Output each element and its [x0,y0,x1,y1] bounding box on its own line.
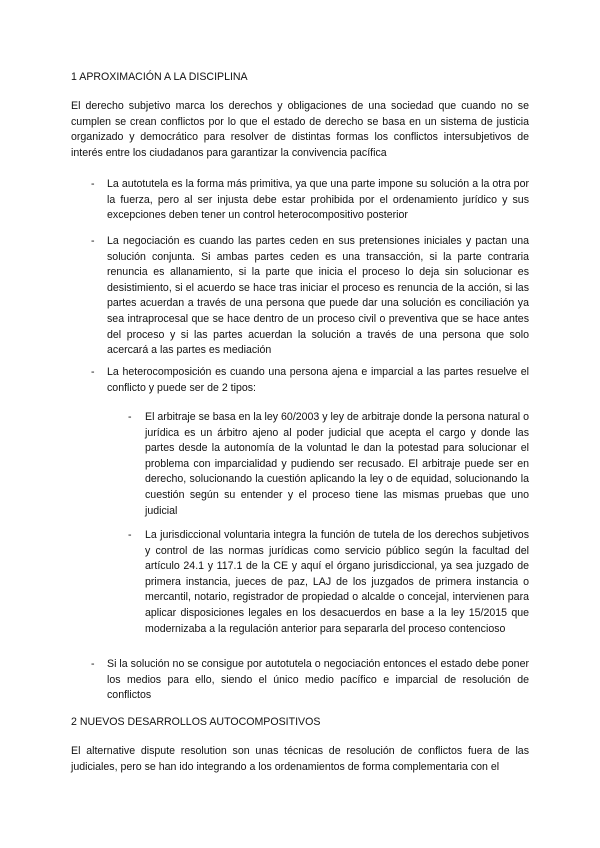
intro-paragraph: El derecho subjetivo marca los derechos y obligaciones de una sociedad que cuando no se cumplen se crean conflictos por lo que el estado de derecho se basa en un sistema de justicia organizado y democrático para resolver de distintas formas los conflictos intersubjetivos de interés entre los ciudadanos para garantizar la convivencia pacífica [71,100,529,159]
section-heading-1: 1 APROXIMACIÓN A LA DISCIPLINA [71,71,248,83]
bullet-heterocomposicion: La heterocomposición es cuando una persona ajena e imparcial a las partes resuelve el conflicto y puede ser de 2 tipos: [107,366,529,394]
bullet-estado: Si la solución no se consigue por autotutela o negociación entonces el estado debe poner los medios para ello, siendo el único medio pacífico e imparcial de resolución de conflictos [107,658,529,702]
subbullet-jurisdiccional: La jurisdiccional voluntaria integra la función de tutela de los derechos subjetivos y control de las normas jurídicas como servicio público según la facultad del artículo 24.1 y 117.1 de la CE y aquí el órgano jurisdiccional, ya sea juzgado de primera instancia, jueces de paz, LAJ de los juzgados de primera instancia o mercantil, notario, registrador de propiedad o alcalde o concejal, intervienen para aplicar disposiciones legales en los desacuerdos en base a la ley 15/2015 que modernizaba a la regulación anterior para separarla del proceso contencioso [145,529,529,635]
bullet-marker: - [91,178,95,190]
bullet-marker: - [91,366,95,378]
final-paragraph: El alternative dispute resolution son unas técnicas de resolución de conflictos fuera de las judiciales, pero se han ido integrando a los ordenamientos de forma complementaria con el [71,745,529,773]
bullet-negociacion: La negociación es cuando las partes ceden en sus pretensiones iniciales y pactan una solución conjunta. Si ambas partes ceden es una transacción, si la parte contraria renuncia es allanamiento, si la parte que inicia el proceso lo deja sin solucionar es desistimiento, si el acuerdo se hace tras iniciar el proceso es renuncia de la acción, si las partes acuerdan a través de una persona que puede dar una solución es conciliación ya sea intraprocesal que se hace dentro de un proceso civil o preventiva que se hace antes del proceso y si las partes acuerdan la solución a través de una persona que solo acercará a las partes es mediación [107,235,529,357]
bullet-marker: - [91,235,95,247]
subbullet-arbitraje: El arbitraje se basa en la ley 60/2003 y ley de arbitraje donde la persona natural o jurídica es un árbitro ajeno al poder judicial que acepta el cargo y donde las partes desde la autonomía de la voluntad le dan la potestad para solucionar el problema con imparcialidad y pudiendo ser recusado. El arbitraje puede ser en derecho, solucionando la cuestión aplicando la ley o de equidad, solucionando la cuestión según su entender y el proceso tiene las mismas pruebas que uno judicial [145,411,529,517]
section-heading-2: 2 NUEVOS DESARROLLOS AUTOCOMPOSITIVOS [71,716,321,728]
subbullet-marker: - [128,411,132,423]
bullet-autotutela: La autotutela es la forma más primitiva, ya que una parte impone su solución a la otra por la fuerza, pero al ser injusta debe estar prohibida por el ordenamiento jurídico y sus excepciones deben tener un control heterocompositivo posterior [107,178,529,222]
subbullet-marker: - [128,529,132,541]
bullet-marker: - [91,658,95,670]
